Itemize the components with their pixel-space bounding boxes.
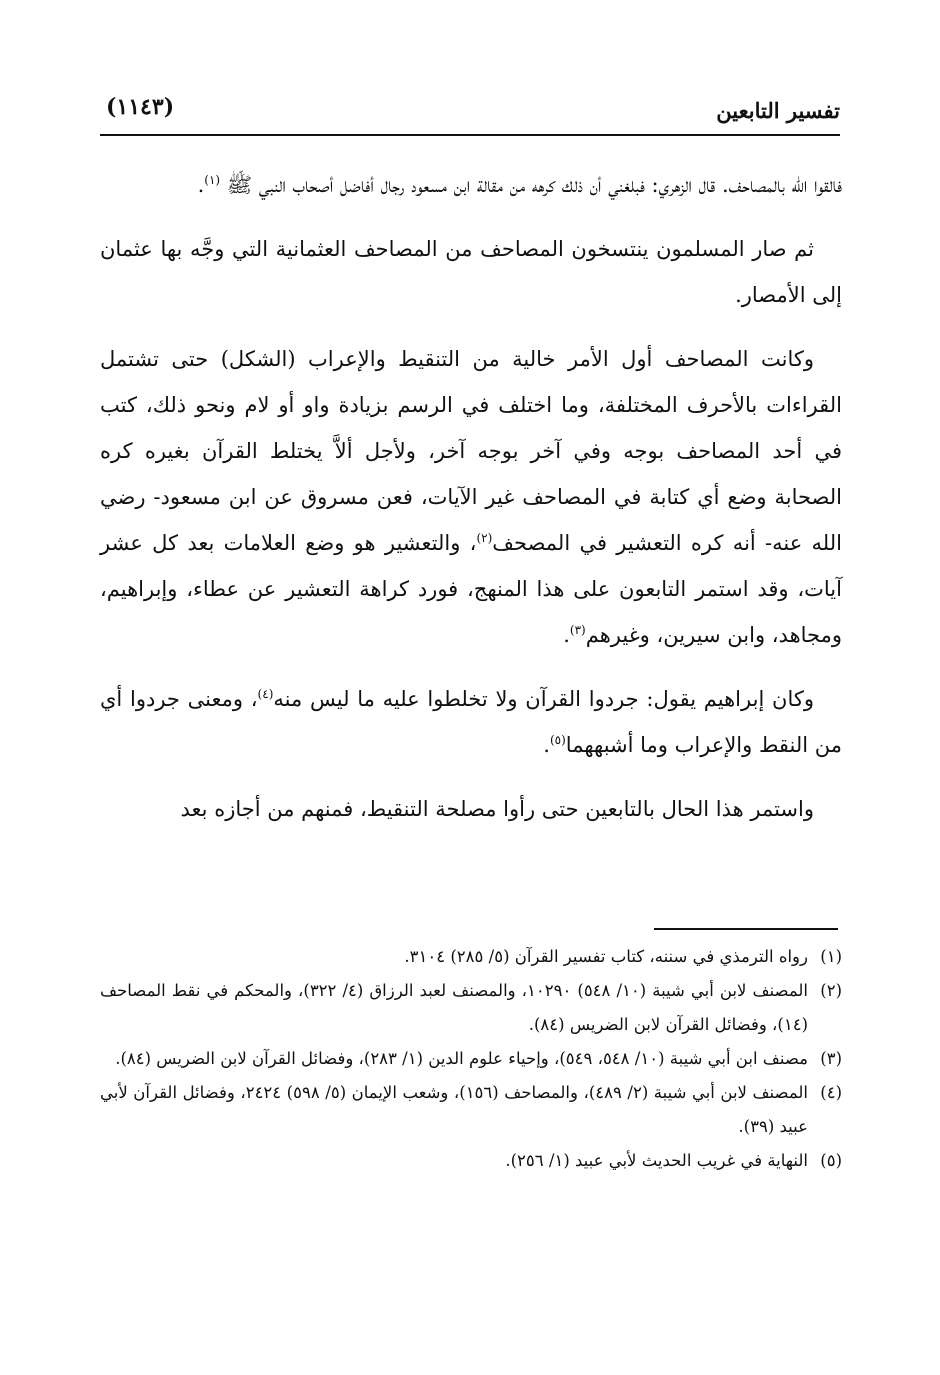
footnote-number: (٣) [820, 1049, 842, 1068]
page-number: (١١٤٣) [106, 94, 175, 120]
footnote-number: (١) [820, 947, 842, 966]
footnote-ref-5[interactable]: (٥) [549, 733, 566, 747]
footnote-number: (٤) [820, 1083, 842, 1102]
footnote-number: (٢) [820, 981, 842, 1000]
footnote-text: مصنف ابن أبي شيبة (١٠/ ٥٤٨، ٥٤٩)، وإحياء علوم الدين (١/ ٢٨٣)، وفضائل القرآن لابن الضريس (٨٤). [115, 1049, 808, 1068]
footnotes [100, 940, 842, 1178]
period: . [563, 623, 570, 647]
header-title: تفسير التابعين [716, 98, 840, 123]
paragraph-5 [100, 786, 842, 832]
paragraph-text: ، والتعشير هو وضع العلامات بعد كل عشر آيات، وقد استمر التابعون على هذا المنهج، فورد كراهة التعشير عن عطاء، وإبراهيم، ومجاهد، وابن سيرين، وغيرهم [100, 531, 842, 647]
paragraph-text: ، ومعنى جردوا أي من النقط والإعراب وما أشبههما [100, 687, 842, 757]
period: . [543, 733, 550, 757]
paragraph-3 [100, 336, 842, 658]
paragraph-4 [100, 676, 842, 768]
footnote-1 [100, 940, 842, 974]
footnote-text: المصنف لابن أبي شيبة (١٠/ ٥٤٨) ١٠٢٩٠، والمصنف لعبد الرزاق (٤/ ٣٢٢)، والمحكم في نقط المصاحف (١٤)، وفضائل القرآن لابن الضريس (٨٤). [100, 981, 808, 1034]
footnote-ref-3[interactable]: (٣) [569, 623, 586, 637]
footnote-2 [100, 974, 842, 1042]
running-header [100, 92, 840, 132]
footnote-text: النهاية في غريب الحديث لأبي عبيد (١/ ٢٥٦). [505, 1151, 808, 1170]
paragraph-2 [100, 226, 842, 318]
footnote-4 [100, 1076, 842, 1144]
paragraph-1 [100, 162, 842, 208]
paragraph-text: وكان إبراهيم يقول: جردوا القرآن ولا تخلطوا عليه ما ليس منه [273, 687, 814, 711]
paragraph-text: واستمر هذا الحال بالتابعين حتى رأوا مصلحة التنقيط، فمنهم من أجازه بعد [180, 797, 814, 821]
footnote-divider [654, 928, 838, 930]
footnote-text: المصنف لابن أبي شيبة (٢/ ٤٨٩)، والمصاحف (١٥٦)، وشعب الإيمان (٥/ ٥٩٨) ٢٤٢٤، وفضائل القرآن لأبي عبيد (٣٩). [100, 1083, 808, 1136]
footnote-3 [100, 1042, 842, 1076]
footnote-ref-4[interactable]: (٤) [257, 687, 274, 701]
header-divider [100, 134, 840, 136]
paragraph-text: فالقوا الله بالمصاحف. قال الزهري: فبلغني أن ذلك كرهه من مقالة ابن مسعود رجال أفاضل أصحاب النبي ﷺ [226, 173, 842, 197]
footnote-ref-1[interactable]: (١) [204, 173, 221, 187]
period: . [197, 173, 205, 197]
footnote-ref-2[interactable]: (٢) [476, 531, 493, 545]
footnote-number: (٥) [820, 1151, 842, 1170]
main-text [100, 162, 842, 850]
footnote-text: رواه الترمذي في سننه، كتاب تفسير القرآن (٥/ ٢٨٥) ٣١٠٤. [404, 947, 808, 966]
footnote-5 [100, 1144, 842, 1178]
paragraph-text: ثم صار المسلمون ينتسخون المصاحف من المصاحف العثمانية التي وجَّه بها عثمان إلى الأمصار. [100, 237, 842, 307]
paragraph-text: وكانت المصاحف أول الأمر خالية من التنقيط والإعراب (الشكل) حتى تشتمل القراءات بالأحرف المختلفة، وما اختلف في الرسم بزيادة واو أو لام ونحو ذلك، كتب في أحد المصاحف بوجه وفي آخر بوجه آخر، ولأجل ألاَّ يختلط القرآن بغيره كره الصحابة وضع أي كتابة في المصاحف غير الآيات، فعن مسروق عن ابن مسعود- رضي الله عنه- أنه كره التعشير في المصحف [100, 347, 842, 555]
